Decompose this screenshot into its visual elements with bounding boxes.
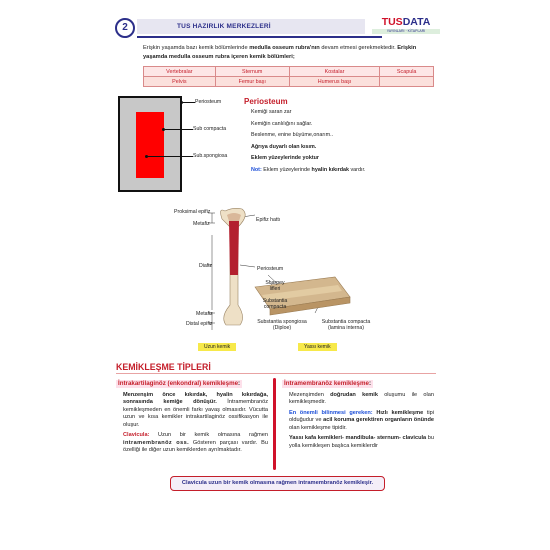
- summary-box: Clavicula uzun bir kemik olmasına rağmen intramembranöz kemikleşir.: [170, 476, 385, 491]
- label-distal-epifiz: Distal epifiz: [186, 321, 213, 327]
- tag-yassi-kemik: Yassı kemik: [298, 343, 337, 351]
- label-sub-spongiosa: Sub.spongiosa: [193, 153, 228, 159]
- enkondral-column: [116, 380, 268, 455]
- label-epifiz-hatti: Epifiz hattı: [256, 217, 281, 223]
- column-divider: [273, 378, 276, 470]
- header-divider: [137, 36, 382, 38]
- section-title: KEMİKLEŞME TİPLERİ: [116, 362, 211, 372]
- table-cell: Humerus başı: [289, 77, 380, 87]
- table-cell: Scapula: [380, 67, 434, 77]
- section-divider: [116, 373, 436, 374]
- list-item: Kemiğin canlılığını sağlar.: [251, 120, 313, 127]
- list-item: Ağrıya duyarlı olan kısım.: [251, 143, 317, 150]
- periosteum-title: Periosteum: [244, 97, 288, 106]
- intramembranoz-title: İntramembranöz kemikleşme:: [284, 380, 372, 387]
- bone-section-diagram: [118, 96, 182, 192]
- label-diafiz: Diafiz: [199, 263, 212, 269]
- table-cell: Kostalar: [289, 67, 380, 77]
- table-cell: Pelvis: [144, 77, 216, 87]
- label-periosteum: Periosteum: [195, 99, 222, 105]
- label-substantia-compacta: Substantia compacta: [262, 298, 288, 310]
- label-periosteum-fig: Periosteum: [257, 266, 284, 272]
- pointer-line: [165, 129, 193, 130]
- brand-logo: TUSDATA YAYINLARI · KİTAPLARI: [372, 16, 440, 40]
- periosteum-section: [242, 98, 442, 178]
- list-item: Eklem yüzeylerinde yoktur: [251, 155, 320, 161]
- page-header: [115, 16, 440, 40]
- table-cell: Vertebralar: [144, 67, 216, 77]
- label-metafiz-2: Metafiz: [196, 311, 213, 317]
- pointer-line: [148, 156, 193, 157]
- paragraph: En önemli bilinmesi gereken: Hızlı kemikleşme tipi olduğudur ve acil koruma gerektiren organların önünde olan kemikleşme tipidir.: [289, 409, 434, 431]
- label-metafiz: Metafiz: [193, 221, 210, 227]
- list-item: Beslenme, enine büyüme,onarım..: [251, 132, 334, 138]
- header-title: TUS HAZIRLIK MERKEZLERİ: [137, 19, 365, 34]
- intro-text: Erişkin yaşamda bazı kemik bölümlerinde medulla osseum rubra'nın devam etmesi gerekmektedir. Erişkin yaşamda medulla osseum rubra içeren kemik bölümleri;: [143, 45, 417, 60]
- page-number: 2: [115, 18, 135, 38]
- label-compacta-lamina: Substantia compacta (lamina interna): [321, 319, 371, 331]
- note: Not: Eklem yüzeylerinde hyalin kıkırdak vardır.: [251, 166, 366, 173]
- paragraph: Mezenşimden doğrudan kemik oluşumu ile olan kemikleşmedir.: [289, 391, 434, 405]
- bone-table: [143, 66, 434, 87]
- enkondral-title: İntrakartilaginöz (enkondral) kemikleşme:: [118, 380, 241, 387]
- paragraph: Yassı kafa kemikleri- mandibula- sternum- clavicula bu yolla kemikleşen başlıca kemiklerdir: [289, 435, 435, 449]
- pointer-line: [183, 102, 195, 103]
- tag-uzun-kemik: Uzun kemik: [198, 343, 236, 351]
- label-sharpey: Sharpey lifleri: [265, 280, 285, 292]
- paragraph: Menzenşim önce kıkırdak, hyalin kıkırdağa, sonrasında kemiğe dönüşür. İntramembranöz kemikleşmeden en önemli farkı yavaş olmasıdır. Vücutta uzun ve kısa kemikler intrakartilaginöz ossifikasyon ile oluşur.: [123, 391, 268, 428]
- list-item: Kemiği saran zar: [251, 109, 292, 115]
- table-cell: Sternum: [215, 67, 289, 77]
- label-spongiosa-diploe: Substantia spongiosa (Diploe): [257, 319, 307, 331]
- table-cell: Femur başı: [215, 77, 289, 87]
- paragraph: Clavicula: Uzun bir kemik olmasına rağmen intramembranöz oss. Gösteren parçası vardır. Bu özelliği ile diğer uzun kemiklerden ayrılmaktadır.: [123, 432, 268, 453]
- label-proksimal-epifiz: Proksimal epifiz: [174, 209, 211, 215]
- table-cell: [380, 77, 434, 87]
- label-sub-compacta: Sub compacta: [193, 126, 227, 132]
- intramembranoz-column: [282, 380, 434, 450]
- marrow-region: [136, 112, 164, 178]
